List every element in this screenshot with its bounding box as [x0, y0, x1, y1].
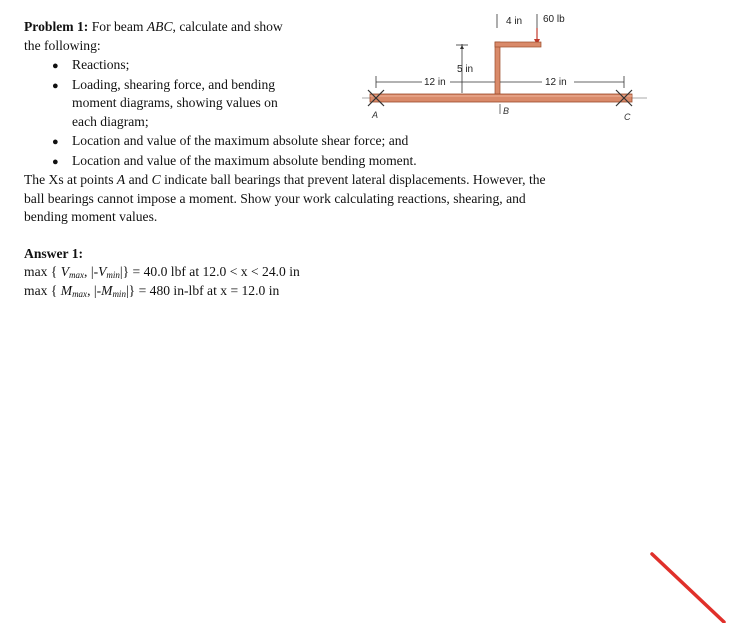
- bullet-item: ● Reactions;: [52, 56, 129, 75]
- dimension-left-label: 12 in: [424, 77, 446, 88]
- answer-heading: Answer 1:: [24, 246, 84, 261]
- paragraph-line: bending moment values.: [24, 209, 158, 224]
- bracket-post: [495, 42, 500, 95]
- beam: [370, 94, 632, 102]
- bracket-arm: [495, 42, 541, 47]
- dimension-right-label: 12 in: [545, 77, 567, 88]
- dimension-vertical-label: 5 in: [457, 64, 474, 75]
- bullet-icon: ●: [52, 60, 59, 72]
- bullet-icon: ●: [52, 156, 59, 168]
- answer-moment-line: max { $M_{max}$, $|-M_{min}|\} = 480$ in-lbf at x = 12.0 in: [24, 283, 280, 299]
- problem-intro-line2: the following:: [24, 38, 101, 53]
- point-b-label: B: [503, 106, 510, 116]
- bullet-icon: ●: [52, 80, 59, 92]
- paragraph-line: The Xs at points A and C indicate ball bearings that prevent lateral displacements. However, the: [24, 172, 546, 187]
- problem-intro-line1: Problem 1: For beam ABC, calculate and show: [24, 19, 283, 34]
- bullet-continuation: moment diagrams, showing values on: [72, 95, 278, 110]
- dimension-top-label: 4 in: [506, 16, 523, 27]
- point-a-label: A: [372, 110, 379, 120]
- problem-heading: Problem 1:: [24, 19, 89, 34]
- bullet-continuation: each diagram;: [72, 114, 149, 129]
- bullet-icon: ●: [52, 136, 59, 148]
- load-label: 60 lb: [543, 14, 565, 25]
- bullet-item: ● Location and value of the maximum absolute bending moment.: [52, 152, 417, 171]
- answer-shear-line: max { $V_{max}$, $|-V_{min}|\} = 40.0$ lbf at 12.0 < x < 24.0 in: [24, 264, 300, 280]
- point-c-label: C: [624, 112, 631, 122]
- bullet-item: ● Loading, shearing force, and bending: [52, 76, 275, 95]
- beam-figure: [362, 8, 652, 128]
- red-annotation-stroke: [648, 550, 728, 623]
- bullet-item: ● Location and value of the maximum absolute shear force; and: [52, 132, 408, 151]
- paragraph-line: ball bearings cannot impose a moment. Show your work calculating reactions, shearing, and: [24, 191, 526, 206]
- beam-name: ABC: [146, 19, 173, 34]
